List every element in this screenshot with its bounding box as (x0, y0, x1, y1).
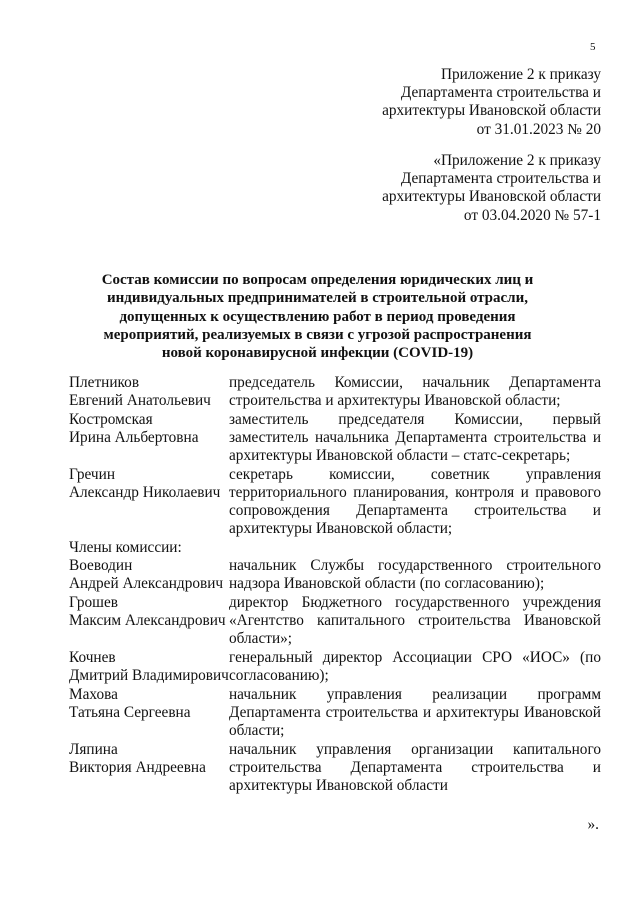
member-name (69, 466, 229, 538)
member-name (69, 649, 229, 685)
member-row (69, 649, 601, 685)
appendix-line: Приложение 2 к приказу (440, 66, 601, 83)
appendix-line: архитектуры Ивановской области (382, 102, 601, 120)
member-role: председатель Комиссии, начальник Департамента строительства и архитектуры Ивановской области; (229, 374, 601, 409)
commission-members (69, 374, 601, 795)
member-surname: Кочнев (69, 649, 116, 666)
member-row (69, 557, 601, 593)
member-role: секретарь комиссии, советник управления территориального планирования, контроля и правового сопровождения Департамента строительства и архитектуры Ивановской области; (229, 466, 601, 537)
member-given-names: Дмитрий Владимирович (69, 667, 229, 684)
member-given-names: Андрей Александрович (69, 575, 224, 592)
member-name (69, 686, 229, 740)
appendix-line: «Приложение 2 к приказу (433, 152, 601, 169)
page-number: 5 (590, 41, 596, 53)
appendix-current-block (382, 66, 601, 139)
appendix-line: Департамента строительства и (400, 84, 601, 102)
member-row (69, 411, 601, 465)
member-surname: Плетников (69, 374, 140, 391)
member-name (69, 741, 229, 795)
member-surname: Грошев (69, 594, 118, 611)
member-name (69, 557, 229, 593)
members-section-label: Члены комиссии: (69, 539, 182, 556)
member-given-names: Александр Николаевич (69, 484, 221, 501)
member-given-names: Виктория Андреевна (69, 759, 206, 776)
appendix-line: архитектуры Ивановской области (382, 188, 601, 206)
member-given-names: Ирина Альбертовна (69, 429, 199, 446)
member-role: заместитель председателя Комиссии, первый заместитель начальника Департамента строительства и архитектуры Ивановской области – статс-секретарь; (229, 411, 601, 464)
member-surname: Воеводин (69, 557, 133, 574)
member-surname: Ляпина (69, 741, 118, 758)
member-name (69, 594, 229, 648)
member-role: начальник Службы государственного строительного надзора Ивановской области (по согласованию); (229, 557, 601, 592)
member-role: начальник управления реализации программ Департамента строительства и архитектуры Ивановской области; (229, 686, 601, 739)
member-role: генеральный директор Ассоциации СРО «ИОС» (по согласованию); (229, 649, 601, 684)
member-given-names: Евгений Анатольевич (69, 392, 211, 409)
member-surname: Гречин (69, 466, 116, 483)
member-role: начальник управления организации капитального строительства Департамента строительства и архитектуры Ивановской области (229, 741, 601, 794)
member-surname: Махова (69, 686, 118, 703)
document-title: Состав комиссии по вопросам определения юридических лиц и индивидуальных предпринимателей в строительной отрасли, допущенных к осуществлению работ в период проведения мероприятий, реализуемых в связи с угрозой распространения новой коронавирусной инфекции (COVID-19) (101, 272, 534, 362)
appendix-original-block (382, 152, 601, 225)
member-name (69, 411, 229, 465)
member-given-names: Татьяна Сергеевна (69, 704, 191, 721)
member-row (69, 374, 601, 410)
appendix-line: от 03.04.2020 № 57-1 (463, 206, 601, 224)
member-surname: Костромская (69, 411, 153, 428)
appendix-line: Департамента строительства и (400, 170, 601, 188)
appendix-line: от 31.01.2023 № 20 (476, 120, 601, 138)
member-row (69, 594, 601, 648)
member-row (69, 466, 601, 538)
closing-quote: ». (587, 816, 599, 833)
member-given-names: Максим Александрович (69, 612, 226, 629)
member-row (69, 741, 601, 795)
member-role: директор Бюджетного государственного учреждения «Агентство капитального строительства Ивановской области»; (229, 594, 601, 647)
member-row (69, 686, 601, 740)
member-name (69, 374, 229, 410)
